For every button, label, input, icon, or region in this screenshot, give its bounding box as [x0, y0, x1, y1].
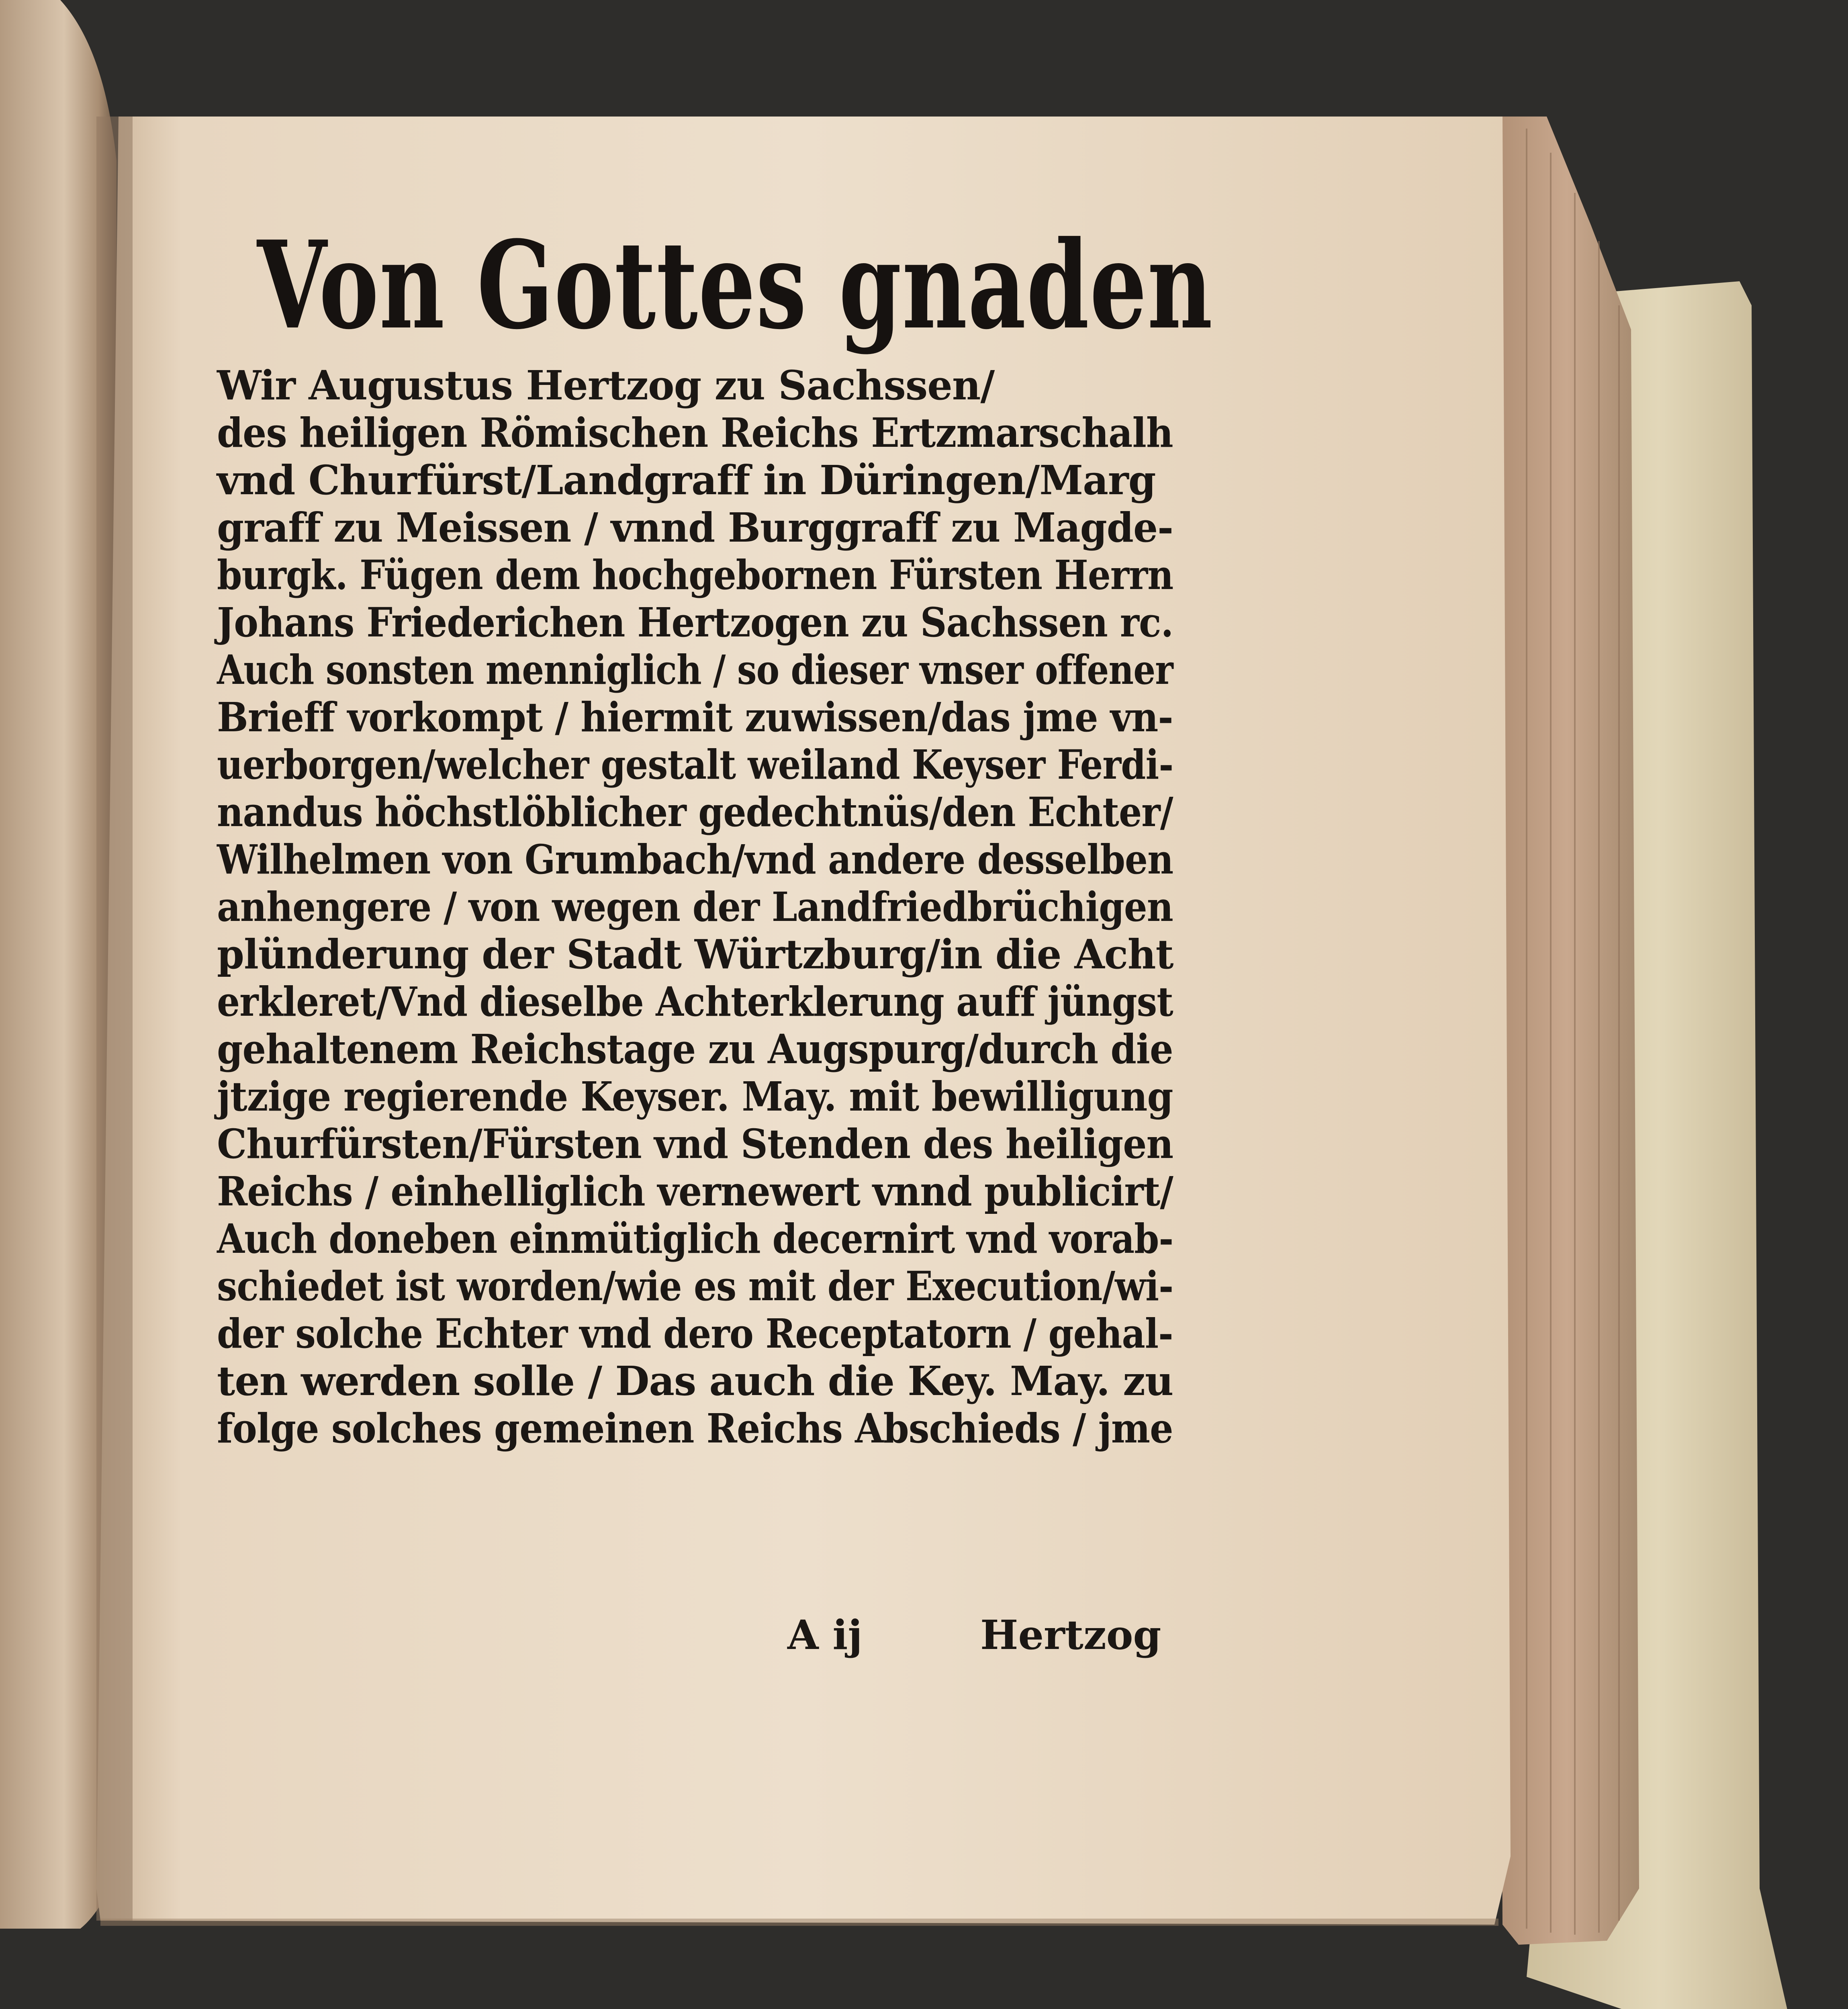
text-line: erkleret/Vnd dieselbe Achterklerung auff jüngst: [217, 978, 1173, 1025]
page-edges: [1494, 117, 1639, 1945]
text-line: Churfürsten/Fürsten vnd Stenden des heiligen: [217, 1120, 1173, 1168]
signature-mark: A ij: [787, 1611, 863, 1659]
text-line: Auch sonsten menniglich / so dieser vnser offener: [217, 646, 1173, 694]
page-heading: Von Gottes gnaden: [257, 214, 1213, 356]
text-line: folge solches gemeinen Reichs Abschieds / jme: [217, 1405, 1173, 1452]
text-line: plünderung der Stadt Würtzburg/in die Acht: [217, 931, 1173, 978]
text-line: Brieff vorkompt / hiermit zuwissen/das jme vn-: [217, 694, 1173, 741]
page-bottom-border: [100, 1919, 1498, 1926]
text-line: Johans Friederichen Hertzogen zu Sachssen rc.: [217, 599, 1173, 646]
text-line: vnd Churfürst/Landgraff in Düringen/Marg: [217, 456, 1156, 504]
catchword: Hertzog: [980, 1611, 1161, 1659]
text-line: Wir Augustus Hertzog zu Sachssen/: [217, 362, 995, 409]
body-text: [217, 362, 1189, 1452]
text-line: schiedet ist worden/wie es mit der Execution/wi-: [217, 1262, 1173, 1310]
text-line: graff zu Meissen / vnnd Burggraff zu Magde-: [217, 504, 1173, 551]
text-line: anhengere / von wegen der Landfriedbrüchigen: [217, 883, 1173, 931]
text-line: gehaltenem Reichstage zu Augspurg/durch die: [217, 1025, 1173, 1073]
text-line: jtzige regierende Keyser. May. mit bewilligung: [217, 1073, 1173, 1120]
gutter-shadow: [96, 117, 133, 1921]
text-line: der solche Echter vnd dero Receptatorn / gehal-: [217, 1310, 1173, 1357]
text-line: uerborgen/welcher gestalt weiland Keyser Ferdi-: [217, 741, 1173, 788]
text-line: Reichs / einhelliglich vernewert vnnd publicirt/: [217, 1168, 1173, 1215]
text-line: burgk. Fügen dem hochgebornen Fürsten Herrn: [217, 551, 1173, 599]
text-line: nandus höchstlöblicher gedechtnüs/den Echter/: [217, 788, 1173, 836]
text-line: Wilhelmen von Grumbach/vnd andere desselben: [217, 836, 1173, 883]
page-text-block: [217, 214, 1213, 1452]
text-line: des heiligen Römischen Reichs Ertzmarschalh: [217, 409, 1173, 456]
text-line: Auch doneben einmütiglich decernirt vnd vorab-: [217, 1215, 1173, 1262]
text-line: ten werden solle / Das auch die Key. May. zu: [217, 1357, 1173, 1405]
